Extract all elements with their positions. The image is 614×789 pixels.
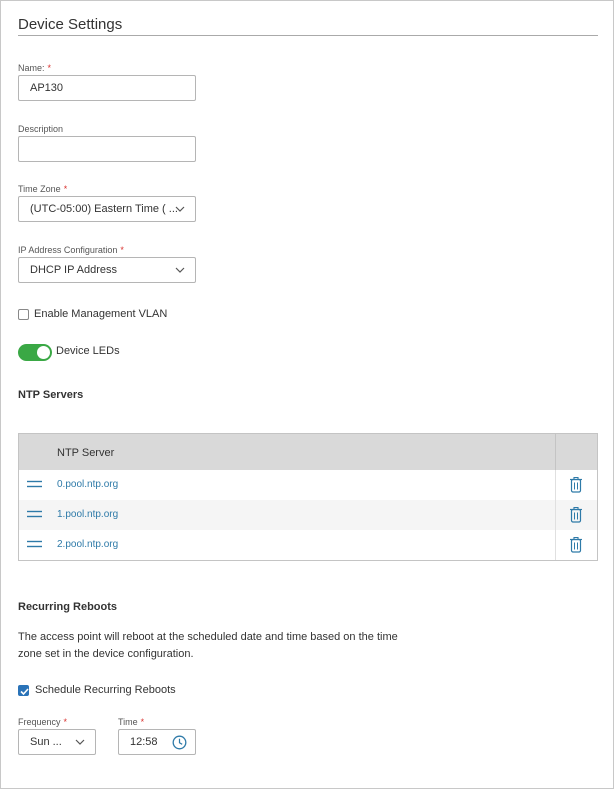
timezone-select[interactable]	[18, 196, 196, 222]
ntp-servers-heading: NTP Servers	[18, 389, 84, 401]
management-vlan-label: Enable Management VLAN	[34, 308, 168, 320]
time-value: 12:58	[130, 736, 158, 748]
checkmark-icon	[19, 686, 30, 697]
recurring-reboots-heading: Recurring Reboots	[18, 601, 118, 613]
trash-icon[interactable]	[569, 476, 583, 493]
device-leds-toggle[interactable]	[18, 344, 52, 361]
ip-config-label-text: IP Address Configuration	[18, 245, 118, 255]
time-required-marker: *	[140, 717, 145, 727]
table-row	[19, 530, 597, 560]
description-input[interactable]	[18, 136, 196, 162]
chevron-down-icon	[175, 205, 185, 213]
toggle-knob	[37, 346, 50, 359]
name-required-marker: *	[47, 63, 52, 73]
ntp-server-link[interactable]: 2.pool.ntp.org	[57, 539, 119, 550]
table-row	[19, 500, 597, 530]
name-label-text: Name:	[18, 63, 45, 73]
column-divider	[555, 470, 556, 560]
device-leds-label: Device LEDs	[56, 345, 120, 357]
chevron-down-icon	[175, 266, 185, 274]
frequency-label	[18, 717, 67, 727]
ntp-servers-table	[18, 433, 598, 561]
column-divider	[555, 434, 556, 470]
timezone-value: (UTC-05:00) Eastern Time ( ...	[30, 203, 178, 215]
ntp-server-link[interactable]: 1.pool.ntp.org	[57, 509, 119, 520]
drag-handle-icon[interactable]	[27, 510, 42, 518]
ntp-server-column-header: NTP Server	[57, 447, 115, 459]
description-label: Description	[18, 124, 64, 134]
ip-config-value: DHCP IP Address	[30, 264, 118, 276]
schedule-reboots-label: Schedule Recurring Reboots	[35, 684, 176, 696]
timezone-required-marker: *	[63, 184, 68, 194]
drag-handle-icon[interactable]	[27, 540, 42, 548]
clock-icon[interactable]	[172, 735, 187, 750]
frequency-value: Sun ...	[30, 736, 62, 748]
schedule-reboots-checkbox[interactable]	[18, 685, 29, 696]
title-divider	[18, 35, 598, 36]
timezone-label-text: Time Zone	[18, 184, 61, 194]
frequency-required-marker: *	[63, 717, 68, 727]
name-label	[18, 63, 51, 73]
page-title: Device Settings	[18, 16, 123, 33]
time-label	[118, 717, 144, 727]
trash-icon[interactable]	[569, 536, 583, 553]
time-label-text: Time	[118, 717, 138, 727]
reboots-description: The access point will reboot at the scheduled date and time based on the time zone set in the device configuration.	[18, 631, 398, 660]
frequency-select[interactable]	[18, 729, 96, 755]
drag-handle-icon[interactable]	[27, 480, 42, 488]
ip-config-label	[18, 245, 124, 255]
management-vlan-checkbox[interactable]	[18, 309, 29, 320]
table-header	[19, 434, 597, 470]
ip-config-select[interactable]	[18, 257, 196, 283]
time-input[interactable]	[118, 729, 196, 755]
timezone-label	[18, 184, 67, 194]
chevron-down-icon	[75, 738, 85, 746]
name-input[interactable]: AP130	[18, 75, 196, 101]
frequency-label-text: Frequency	[18, 717, 61, 727]
table-row	[19, 470, 597, 500]
ip-config-required-marker: *	[120, 245, 124, 255]
ntp-server-link[interactable]: 0.pool.ntp.org	[57, 479, 119, 490]
trash-icon[interactable]	[569, 506, 583, 523]
